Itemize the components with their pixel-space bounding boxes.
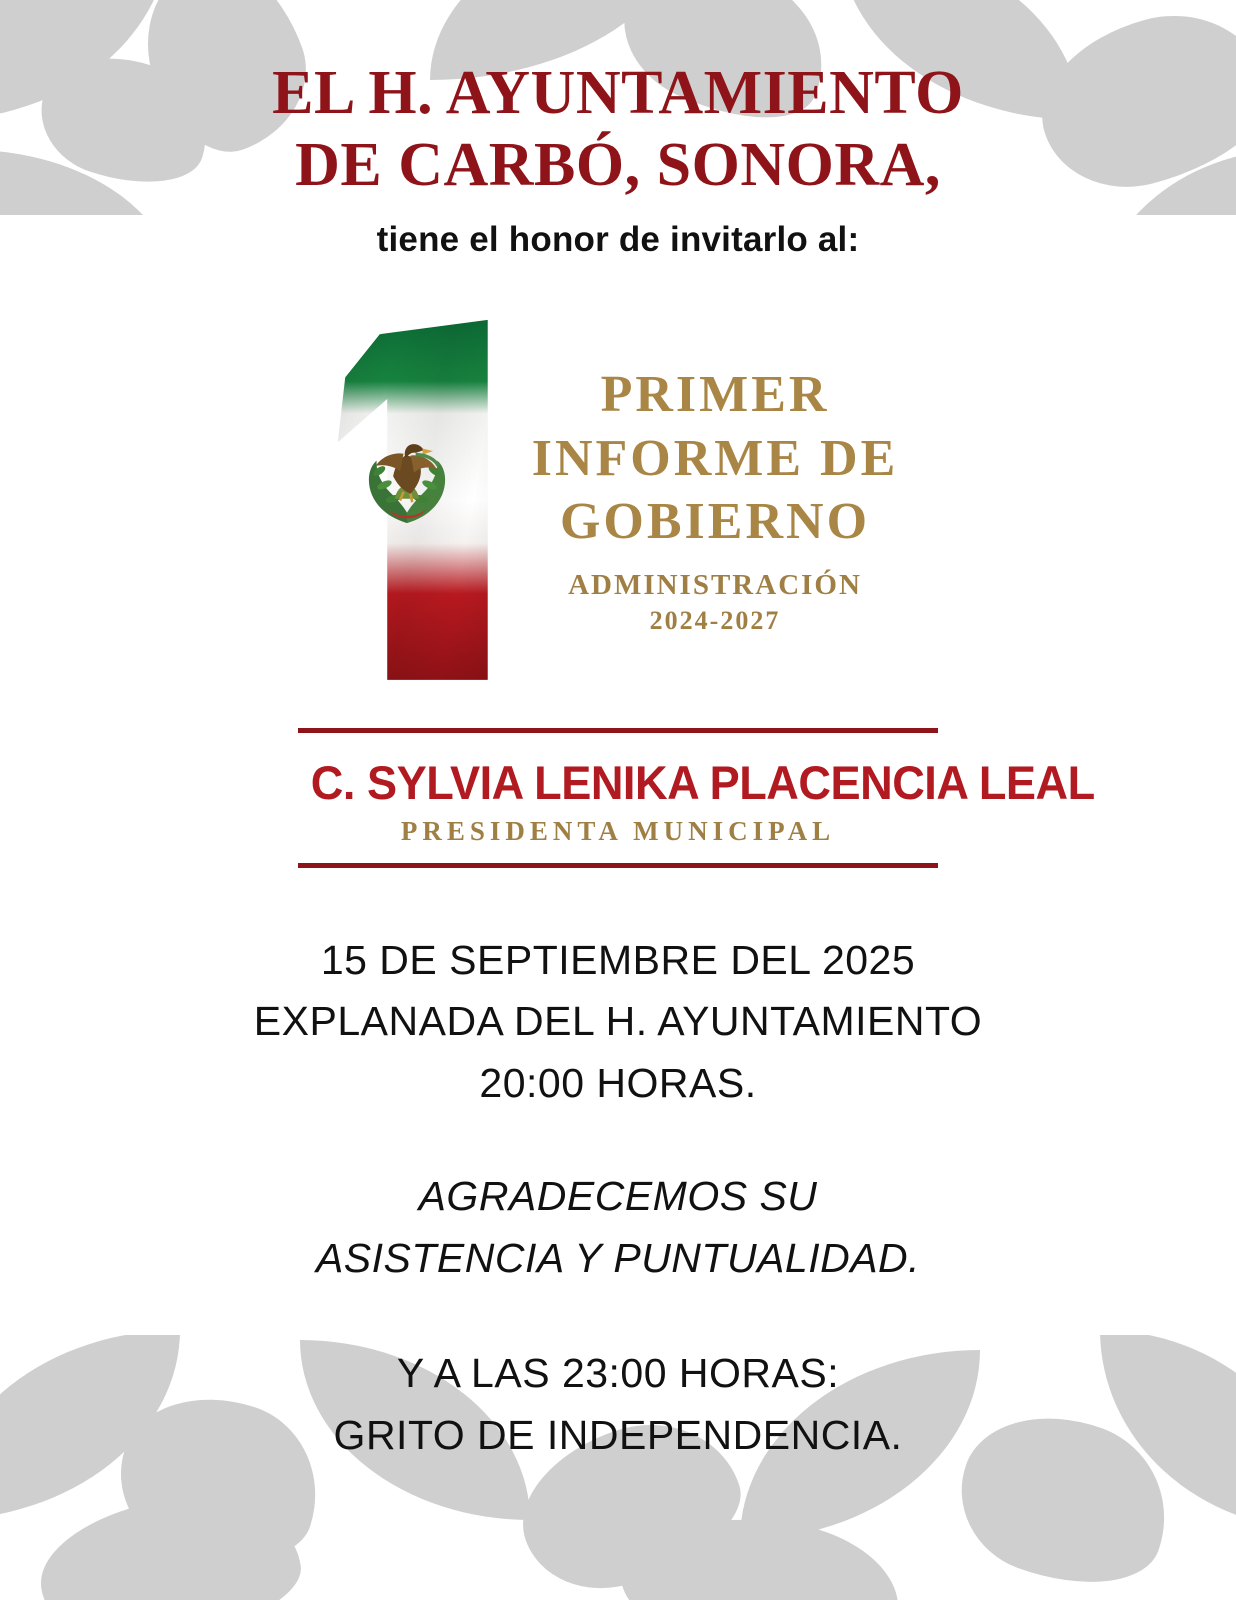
invitation-subtitle: tiene el honor de invitarlo al: xyxy=(376,219,860,259)
logo-line-1: PRIMER xyxy=(600,366,830,424)
event-details xyxy=(70,930,1166,1115)
logo-line-3: GOBIERNO xyxy=(559,493,871,551)
mexican-coat-of-arms-icon xyxy=(355,426,459,530)
administration-label: ADMINISTRACIÓN xyxy=(568,569,862,602)
thanks-line-1: AGRADECEMOS SU xyxy=(418,1173,818,1220)
administration-years: 2024-2027 xyxy=(649,606,781,636)
divider-top xyxy=(298,728,938,733)
divider-bottom xyxy=(298,863,938,868)
event-date: 15 DE SEPTIEMBRE DEL 2025 xyxy=(320,936,916,983)
thanks-line-2: ASISTENCIA Y PUNTUALIDAD. xyxy=(315,1234,921,1281)
page-title xyxy=(70,58,1166,202)
closing-line-1: Y A LAS 23:00 HORAS: xyxy=(396,1350,840,1397)
logo-line-2: INFORME DE xyxy=(531,429,899,487)
closing-note xyxy=(70,1343,1166,1466)
report-logo xyxy=(70,320,1166,680)
official-name: C. SYLVIA LENIKA PLACENCIA LEAL xyxy=(310,755,1095,809)
closing-line-2: GRITO DE INDEPENDENCIA. xyxy=(333,1411,903,1458)
event-time: 20:00 HORAS. xyxy=(479,1059,757,1106)
report-logo-text xyxy=(532,363,899,636)
numeral-one-flag xyxy=(338,320,488,680)
official-block xyxy=(298,728,1095,868)
title-line-2: DE CARBÓ, SONORA, xyxy=(295,130,941,199)
official-role: PRESIDENTA MUNICIPAL xyxy=(400,815,836,846)
event-venue: EXPLANADA DEL H. AYUNTAMIENTO xyxy=(253,998,983,1045)
thanks-note xyxy=(70,1166,1166,1289)
title-line-1: EL H. AYUNTAMIENTO xyxy=(272,59,964,127)
